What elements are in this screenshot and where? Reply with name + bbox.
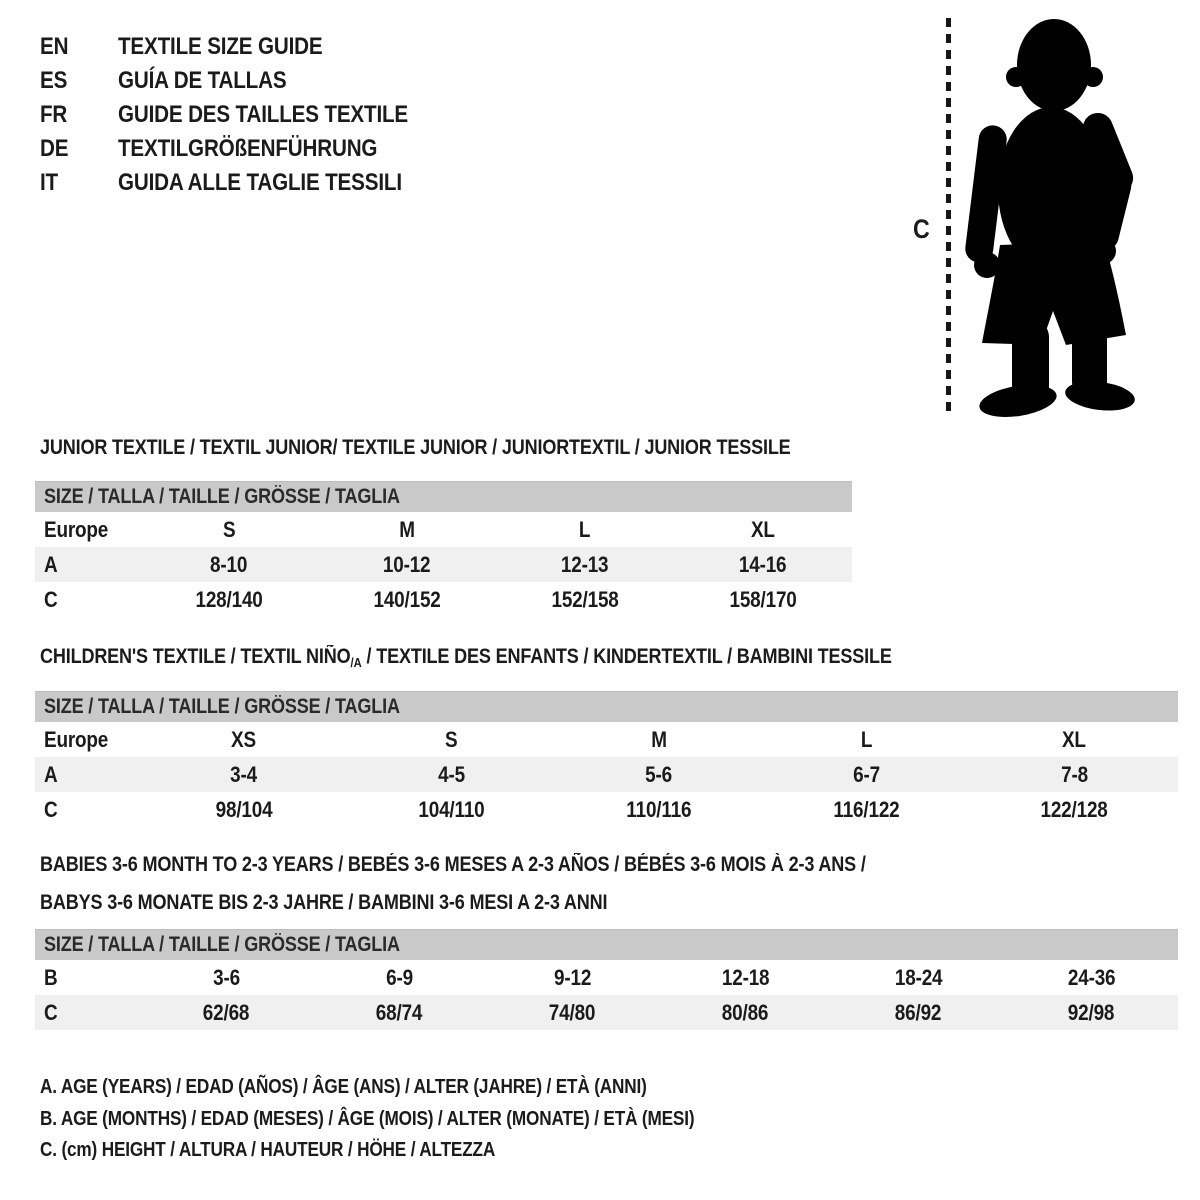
size-header-row: SIZE / TALLA / TAILLE / GRÖSSE / TAGLIA [35, 929, 1178, 960]
row-label: C [44, 999, 58, 1025]
table-row-c [35, 792, 1178, 827]
size-cell: 18-24 [894, 964, 943, 990]
height-measure-label: C [913, 214, 930, 244]
row-label: Europe [44, 516, 109, 542]
lang-code: FR [40, 101, 68, 128]
size-cell: 12-13 [561, 551, 609, 577]
lang-title: TEXTILE SIZE GUIDE [118, 33, 323, 60]
size-cell: XL [751, 516, 775, 542]
size-cell: 3-4 [230, 761, 258, 787]
lang-code: EN [40, 33, 69, 60]
size-cell: 7-8 [1060, 761, 1088, 787]
lang-row-es [40, 64, 455, 98]
lang-title: GUÍA DE TALLAS [118, 67, 287, 94]
table-row-europe [35, 512, 852, 547]
table-row-europe [35, 722, 1178, 757]
table-row-c [35, 995, 1178, 1030]
lang-title: GUIDA ALLE TAGLIE TESSILI [118, 169, 402, 196]
legend-height-cm: C. (cm) HEIGHT / ALTURA / HAUTEUR / HÖHE / ALTEZZA [40, 1139, 496, 1161]
language-title-block [40, 30, 455, 200]
lang-row-en [40, 30, 455, 64]
size-cell: 158/170 [729, 586, 797, 612]
table-row-c [35, 582, 852, 617]
lang-row-fr [40, 98, 455, 132]
nino-a-subscript: /A [350, 655, 362, 670]
size-cell: 110/116 [626, 796, 692, 822]
size-cell: 14-16 [739, 551, 787, 577]
size-cell: 80/86 [722, 999, 769, 1025]
children-section-title: CHILDREN'S TEXTILE / TEXTIL NIÑO/A / TEXTILE DES ENFANTS / KINDERTEXTIL / BAMBINI TESSILE [40, 645, 892, 670]
legend-age-years: A. AGE (YEARS) / EDAD (AÑOS) / ÂGE (ANS) / ALTER (JAHRE) / ETÀ (ANNI) [40, 1076, 647, 1098]
size-cell: L [579, 516, 591, 542]
row-label: A [44, 551, 58, 577]
size-cell: 86/92 [895, 999, 942, 1025]
size-cell: 10-12 [383, 551, 431, 577]
size-cell: 128/140 [195, 586, 263, 612]
lang-code: IT [40, 169, 59, 196]
row-label: Europe [44, 726, 109, 752]
size-cell: 62/68 [203, 999, 250, 1025]
height-measure-dashed-line [946, 18, 951, 416]
lang-row-de [40, 132, 455, 166]
row-label: C [44, 796, 58, 822]
size-cell: 104/110 [418, 796, 485, 822]
size-cell: 140/152 [373, 586, 441, 612]
size-cell: 24-36 [1067, 964, 1116, 990]
babies-section-title-line2: BABYS 3-6 MONATE BIS 2-3 JAHRE / BAMBINI 3-6 MESI A 2-3 ANNI [40, 891, 608, 914]
lang-row-it [40, 166, 455, 200]
table-row-b [35, 960, 1178, 995]
size-cell: 116/122 [833, 796, 900, 822]
size-header-row: SIZE / TALLA / TAILLE / GRÖSSE / TAGLIA [35, 481, 852, 512]
size-cell: 74/80 [549, 999, 596, 1025]
size-cell: XL [1062, 726, 1087, 752]
size-cell: 68/74 [376, 999, 423, 1025]
junior-size-table [35, 481, 852, 617]
table-row-a [35, 547, 852, 582]
size-cell: 122/128 [1040, 796, 1108, 822]
children-size-table [35, 691, 1178, 827]
size-cell: 5-6 [645, 761, 673, 787]
size-header-row: SIZE / TALLA / TAILLE / GRÖSSE / TAGLIA [35, 691, 1178, 722]
size-cell: 4-5 [437, 761, 465, 787]
size-cell: 92/98 [1068, 999, 1115, 1025]
lang-title: TEXTILGRÖßENFÜHRUNG [118, 135, 378, 162]
size-cell: M [651, 726, 667, 752]
size-cell: 152/158 [551, 586, 619, 612]
babies-size-table [35, 929, 1178, 1030]
table-row-a [35, 757, 1178, 792]
size-cell: 3-6 [213, 964, 240, 990]
size-cell: L [860, 726, 873, 752]
legend-age-months: B. AGE (MONTHS) / EDAD (MESES) / ÂGE (MOIS) / ALTER (MONATE) / ETÀ (MESI) [40, 1108, 695, 1130]
row-label: B [44, 964, 58, 990]
lang-code: ES [40, 67, 68, 94]
lang-code: DE [40, 135, 69, 162]
size-cell: S [222, 516, 236, 542]
row-label: C [44, 586, 58, 612]
size-cell: XS [231, 726, 257, 752]
size-cell: 6-7 [853, 761, 880, 787]
baby-silhouette-icon [956, 12, 1148, 420]
size-cell: 9-12 [553, 964, 592, 990]
size-cell: S [445, 726, 458, 752]
size-cell: M [399, 516, 415, 542]
size-cell: 98/104 [215, 796, 273, 822]
size-cell: 12-18 [721, 964, 770, 990]
size-cell: 6-9 [386, 964, 413, 990]
junior-section-title: JUNIOR TEXTILE / TEXTIL JUNIOR/ TEXTILE JUNIOR / JUNIORTEXTIL / JUNIOR TESSILE [40, 436, 791, 459]
size-cell: 8-10 [210, 551, 248, 577]
babies-section-title-line1: BABIES 3-6 MONTH TO 2-3 YEARS / BEBÉS 3-6 MESES A 2-3 AÑOS / BÉBÉS 3-6 MOIS À 2-3 ANS / [40, 853, 866, 876]
lang-title: GUIDE DES TAILLES TEXTILE [118, 101, 409, 128]
row-label: A [44, 761, 58, 787]
